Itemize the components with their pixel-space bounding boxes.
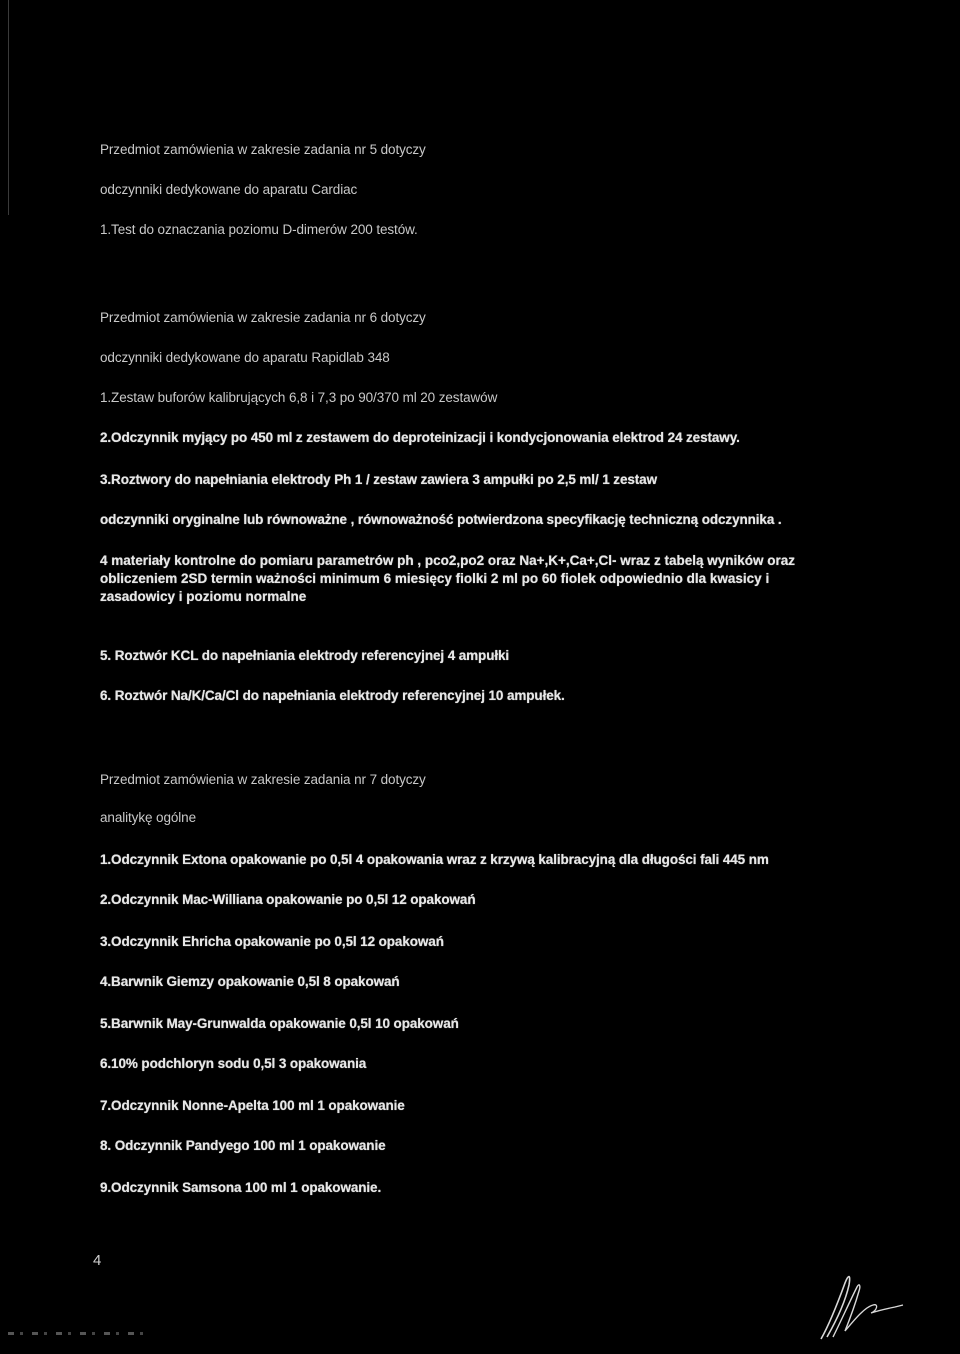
section7-subheading: analitykę ogólne	[100, 810, 196, 825]
section6-item-2: 2.Odczynnik myjący po 450 ml z zestawem do deproteinizacji i kondycjonowania elektrod 24 zestawy.	[100, 430, 740, 445]
section7-item-4: 4.Barwnik Giemzy opakowanie 0,5l 8 opakowań	[100, 974, 400, 989]
section6-note: odczynniki oryginalne lub równoważne , równoważność potwierdzona specyfikację techniczną odczynnika .	[100, 512, 782, 527]
section7-item-7: 7.Odczynnik Nonne-Apelta 100 ml 1 opakowanie	[100, 1098, 405, 1113]
scan-footer-noise	[8, 1332, 148, 1335]
section7-item-8: 8. Odczynnik Pandyego 100 ml 1 opakowanie	[100, 1138, 386, 1153]
section7-item-1: 1.Odczynnik Extona opakowanie po 0,5l 4 opakowania wraz z krzywą kalibracyjną dla długości fali 445 nm	[100, 852, 769, 867]
section6-item-3: 3.Roztwory do napełniania elektrody Ph 1 / zestaw zawiera 3 ampułki po 2,5 ml/ 1 zestaw	[100, 472, 657, 487]
page-number: 4	[93, 1252, 102, 1269]
section7-item-9: 9.Odczynnik Samsona 100 ml 1 opakowanie.	[100, 1180, 382, 1195]
section6-item-6: 6. Roztwór Na/K/Ca/Cl do napełniania elektrody referencyjnej 10 ampułek.	[100, 688, 565, 703]
section7-item-3: 3.Odczynnik Ehricha opakowanie po 0,5l 12 opakowań	[100, 934, 444, 949]
section7-item-5: 5.Barwnik May-Grunwalda opakowanie 0,5l 10 opakowań	[100, 1016, 459, 1031]
section7-heading: Przedmiot zamówienia w zakresie zadania nr 7 dotyczy	[100, 772, 426, 787]
section7-item-6: 6.10% podchloryn sodu 0,5l 3 opakowania	[100, 1056, 367, 1071]
handwritten-signature	[815, 1265, 905, 1345]
section5-item-1: 1.Test do oznaczania poziomu D-dimerów 200 testów.	[100, 222, 418, 237]
section6-heading: Przedmiot zamówienia w zakresie zadania nr 6 dotyczy	[100, 310, 426, 325]
section5-heading: Przedmiot zamówienia w zakresie zadania nr 5 dotyczy	[100, 142, 426, 157]
section6-item-4: 4 materiały kontrolne do pomiaru parametrów ph , pco2,po2 oraz Na+,K+,Ca+,Cl- wraz z tabelą wyników oraz obliczeniem 2SD termin ważności minimum 6 miesięcy fiolki 2 ml po 60 fiolek odpowiednio dla kwasicy i zasadowicy i poziomu normalne	[100, 553, 796, 604]
section5-subheading: odczynniki dedykowane do aparatu Cardiac	[100, 182, 358, 197]
section6-subheading: odczynniki dedykowane do aparatu Rapidlab 348	[100, 350, 390, 365]
section7-item-2: 2.Odczynnik Mac-Williana opakowanie po 0,5l 12 opakowań	[100, 892, 476, 907]
section6-item-5: 5. Roztwór KCL do napełniania elektrody referencyjnej 4 ampułki	[100, 648, 510, 663]
section6-item-1: 1.Zestaw buforów kalibrujących 6,8 i 7,3 po 90/370 ml 20 zestawów	[100, 390, 498, 405]
scan-edge-mark	[8, 0, 9, 215]
